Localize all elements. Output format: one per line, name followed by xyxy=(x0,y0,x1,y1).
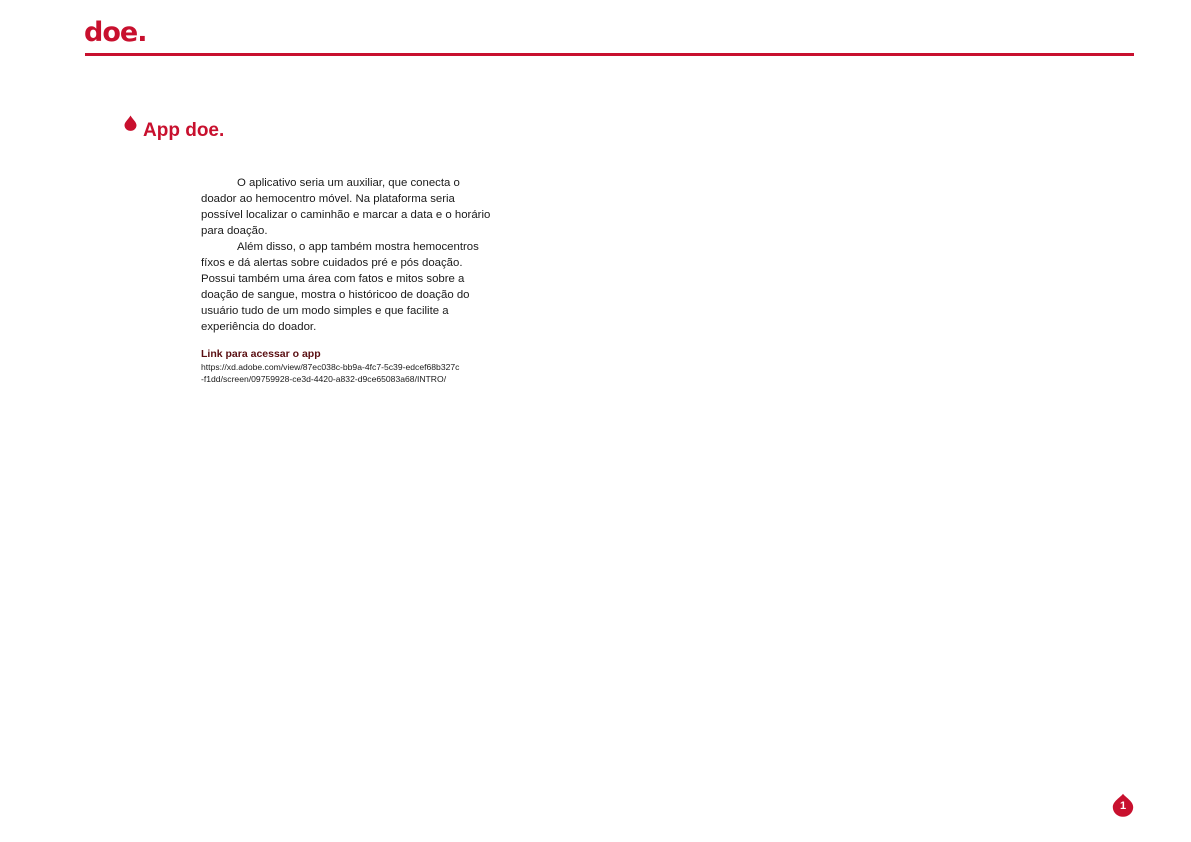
section-body xyxy=(201,175,497,335)
section-title-text: App doe xyxy=(143,120,219,141)
body-paragraph: Além disso, o app também mostra hemocentros fíxos e dá alertas sobre cuidados pré e pós doação. Possui também uma área com fatos e mitos sobre a doação de sangue, mostra o históricoo de doação do usuário tudo de um modo simples e que facilite a experiência do doador. xyxy=(201,241,479,333)
section-title xyxy=(143,119,224,143)
header-divider xyxy=(85,53,1134,56)
app-link-url[interactable]: https://xd.adobe.com/view/87ec038c-bb9a-4fc7-5c39-edcef68b327c-f1dd/screen/09759928-ce3d-4420-a832-d9ce65083a68/INTRO/ xyxy=(201,362,460,384)
section-title-dot: . xyxy=(219,120,225,141)
brand-logo-dot: . xyxy=(137,17,147,48)
blood-drop-icon xyxy=(124,115,137,131)
brand-logo xyxy=(84,16,146,50)
brand-logo-text: doe xyxy=(84,17,138,48)
page-number-badge xyxy=(1112,793,1134,817)
app-link-label: Link para acessar o app xyxy=(201,348,321,360)
page-number: 1 xyxy=(1119,800,1127,812)
body-paragraph: O aplicativo seria um auxiliar, que conecta o doador ao hemocentro móvel. Na plataforma seria possível localizar o caminhão e marcar a data e o horário para doação. xyxy=(201,177,491,237)
